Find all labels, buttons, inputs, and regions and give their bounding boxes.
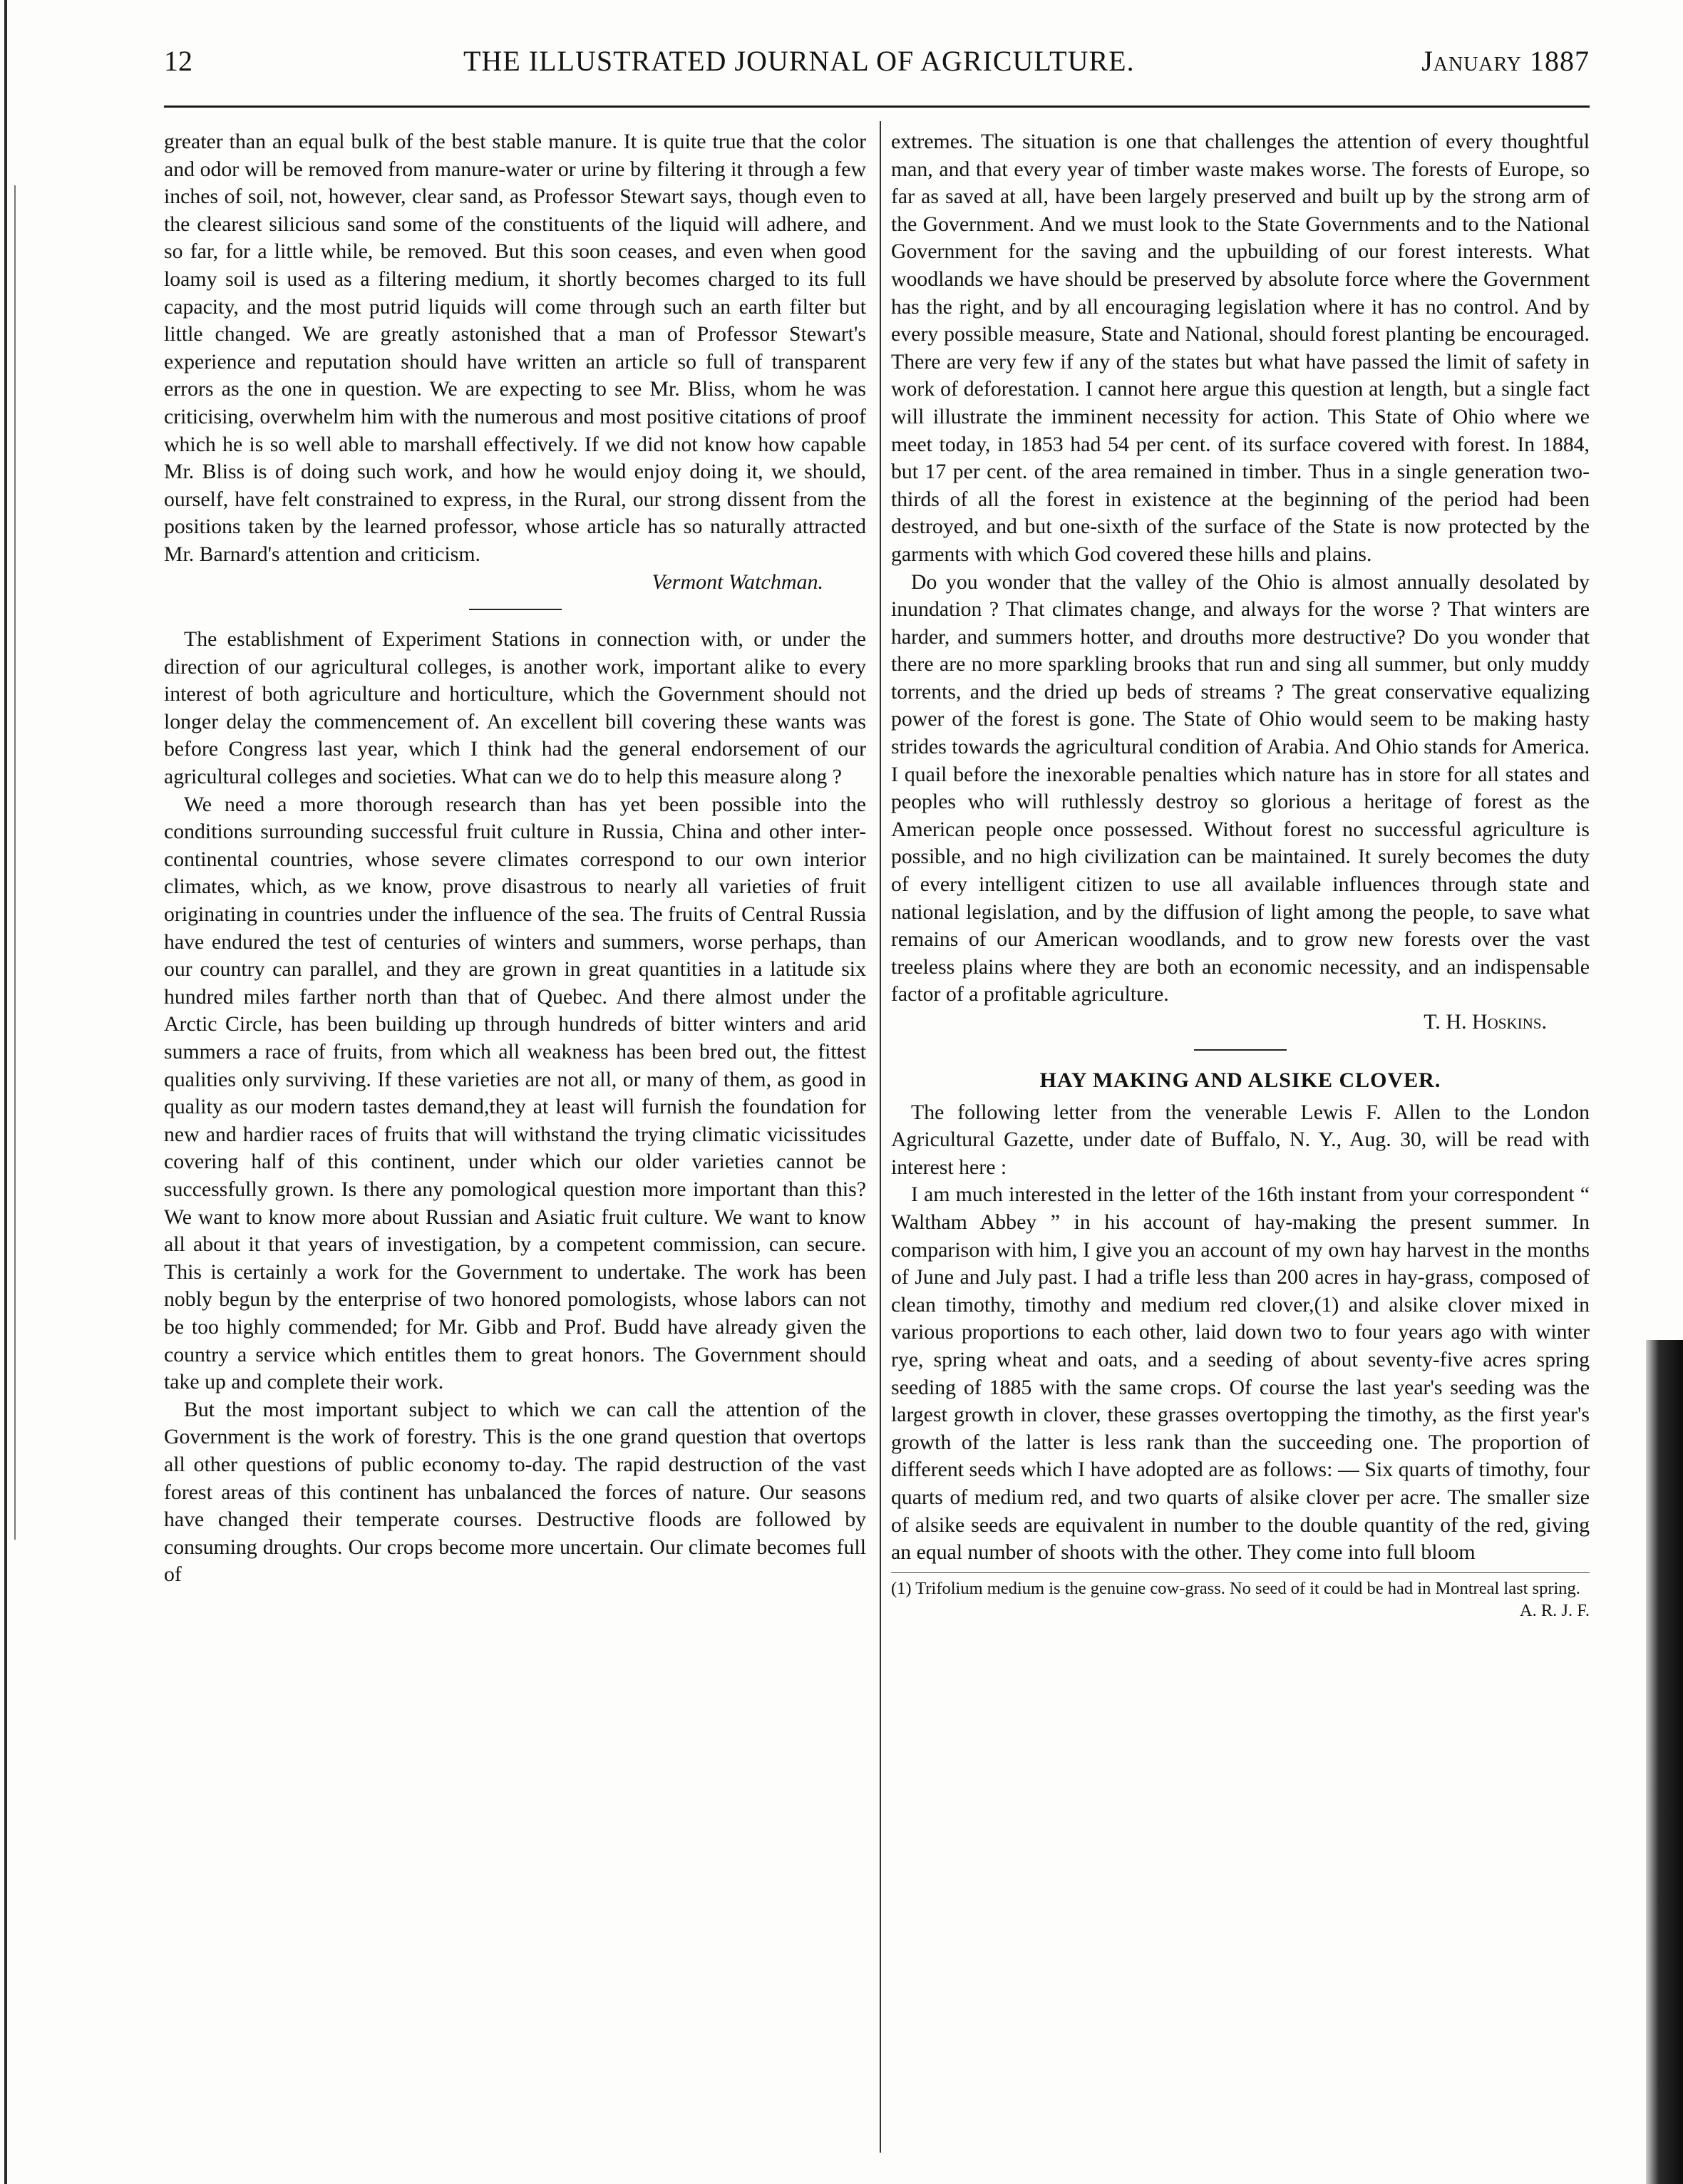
column-divider — [880, 121, 881, 2153]
footnote-signature: A. R. J. F. — [1519, 1600, 1590, 1620]
masthead — [164, 44, 1590, 94]
scan-edge-shadow — [14, 185, 16, 1540]
section-separator — [1194, 1049, 1287, 1051]
left-column — [164, 128, 866, 1589]
section-heading: HAY MAKING AND ALSIKE CLOVER. — [1039, 1068, 1441, 1092]
paragraph: We need a more thorough research than has yet been possible into the conditions surrounding successful fruit culture in Russia, China and other inter-continental countries, whose severe climates correspond to our own interior climates, which, as we know, prove disastrous to nearly all varieties of fruit originating in countries under the influence of the sea. The fruits of Central Russia have endured the test of centuries of winters and summers, worse perhaps, than our country can parallel, and they are grown in great quantities in a latitude six hundred miles farther north than that of Quebec. And there almost under the Arctic Circle, has been building up through hundreds of bitter winters and arid summers a race of fruits, from which all weakness has been bred out, the fittest qualities only surviving. If these varieties are not all, or many of them, as good in quality as our modern tastes demand,they at least will furnish the foundation for new and hardier races of fruits that will withstand the trying climatic vicissitudes covering half of this continent, under which our older varieties cannot be successfully grown. Is there any pomological question more important than this? We want to know more about Russian and Asiatic fruit culture. We want to know all about it that years of investigation, by a competent commission, can secure. This is certainly a work for the Government to undertake. The work has been nobly begun by the enterprise of two honored pomologists, whose labors can not be too highly commended; for Mr. Gibb and Prof. Budd have already given the country a service which entitles them to great honors. The Government should take up and complete their work. — [164, 792, 866, 1394]
scan-edge-left — [4, 0, 7, 2184]
page-number: 12 — [164, 45, 192, 77]
paragraph: The establishment of Experiment Stations in connection with, or under the direction of our agricultural colleges, is another work, important alike to every interest of both agriculture and horticulture, which the Government should not longer delay the commencement of. An excellent bill covering these wants was before Congress last year, which I think had the general endorsement of our agricultural colleges and societies. What can we do to help this measure along ? — [164, 627, 866, 789]
journal-title: THE ILLUSTRATED JOURNAL OF AGRICULTURE. — [463, 45, 1135, 77]
footnote — [891, 1577, 1590, 1620]
paragraph: Do you wonder that the valley of the Ohio is almost annually desolated by inundation ? That climates change, and always for the worse ? That winters are harder, and summers hotter, and drouths more destructive? Do you wonder that there are no more sparkling brooks that run and sing all summer, but only muddy torrents, and the dried up beds of streams ? The great conservative equalizing power of the forest is gone. The State of Ohio would seem to be making hasty strides towards the agricultural condition of Arabia. And Ohio stands for America. I quail before the inexorable penalties which nature has in store for all states and peoples who will ruthlessly destroy so glorious a heritage of forest as the American people once possessed. Without forest no successful agriculture is possible, and no high civilization can be maintained. It surely becomes the duty of every intelligent citizen to use all available influences through state and national legislation, and by the diffusion of light among the people, to save what remains of our American woodlands, and to grow new forests over the vast treeless plains where they are both an economic necessity, and an indispensable factor of a profitable agriculture. — [891, 570, 1590, 1006]
scan-edge-right — [1646, 1340, 1683, 2184]
issue-date: January 1887 — [1421, 45, 1590, 77]
paragraph: I am much interested in the letter of the 16th instant from your correspondent “ Waltham Abbey ” in his account of hay-making the present summer. In comparison with him, I give you an account of my own hay harvest in the months of June and July past. I had a trifle less than 200 acres in hay-grass, composed of clean timothy, timothy and medium red clover,(1) and alsike clover mixed in various proportions to each other, laid down two to four years ago with winter rye, spring wheat and oats, and a seeding of about seventy-five acres spring seeding of 1885 with the same crops. Of course the last year's seeding was the largest growth in clover, these grasses overtopping the timothy, as the first year's growth of the latter is less rank than the succeeding one. The proportion of different seeds which I have adopted are as follows: — Six quarts of timothy, four quarts of medium red, and two quarts of alsike clover per acre. The smaller size of alsike seeds are equivalent in number to the double quantity of the red, giving an equal number of shoots with the other. They come into full bloom — [891, 1183, 1590, 1565]
right-column — [891, 128, 1590, 1622]
paragraph: The following letter from the venerable Lewis F. Allen to the London Agricultural Gazette, under date of Buffalo, N. Y., Aug. 30, will be read with interest here : — [891, 1100, 1590, 1179]
signature-hoskins: T. H. Hoskins. — [1424, 1010, 1547, 1034]
paragraph: But the most important subject to which we can call the attention of the Government is the work of forestry. This is the one grand question that overtops all other questions of public economy to-day. The rapid destruction of the vast forest areas of this continent has unbalanced the forces of nature. Our seasons have changed their temperate courses. Destructive floods are followed by consuming droughts. Our crops become more uncertain. Our climate becomes full of — [164, 1397, 866, 1587]
footnote-text: (1) Trifolium medium is the genuine cow-grass. No seed of it could be had in Montreal last spring. — [891, 1578, 1580, 1598]
paragraph: extremes. The situation is one that challenges the attention of every thoughtful man, and that every year of timber waste makes worse. The forests of Europe, so far as saved at all, have been largely preserved and built up by the strong arm of the Government. And we must look to the State Governments and to the National Government for the saving and the upbuilding of our forest interests. What woodlands we have should be preserved by absolute force where the Government has the right, and by all encouraging legislation where it has no control. And by every possible measure, State and National, should forest planting be encouraged. There are very few if any of the states but what have passed the limit of safety in work of deforestation. I cannot here argue this question at length, but a single fact will illustrate the imminent necessity for action. This State of Ohio where we meet today, in 1853 had 54 per cent. of its surface covered with forest. In 1884, but 17 per cent. of the area remained in timber. Thus in a single generation two-thirds of all the forest in existence at the beginning of the period had been destroyed, and but one-sixth of the surface of the State is now protected by the garments with which God covered these hills and plains. — [891, 130, 1590, 566]
signature-vermont-watchman: Vermont Watchman. — [652, 570, 823, 594]
masthead-rule — [164, 105, 1590, 108]
footnote-rule — [891, 1572, 1590, 1573]
paragraph: greater than an equal bulk of the best stable manure. It is quite true that the color and odor will be removed from manure-water or urine by filtering it through a few inches of soil, not, however, clear sand, as Professor Stewart says, though even to the clearest silicious sand some of the constituents of the liquid will adhere, and so far, for a little while, be removed. But this soon ceases, and even when good loamy soil is used as a filtering medium, it shortly becomes charged to its full capacity, and the most putrid liquids will come through such an earth filter but little changed. We are greatly astonished that a man of Professor Stewart's experience and reputation should have written an article so full of transparent errors as the one in question. We are expecting to see Mr. Bliss, whom he was criticising, overwhelm him with the numerous and most positive citations of proof which he is so well able to marshall effectively. If we did not know how capable Mr. Bliss is of doing such work, and how he would enjoy doing it, we should, ourself, have felt constrained to express, in the Rural, our strong dissent from the positions taken by the learned professor, whose article has so naturally attracted Mr. Barnard's attention and criticism. — [164, 130, 866, 566]
section-separator — [469, 609, 562, 610]
